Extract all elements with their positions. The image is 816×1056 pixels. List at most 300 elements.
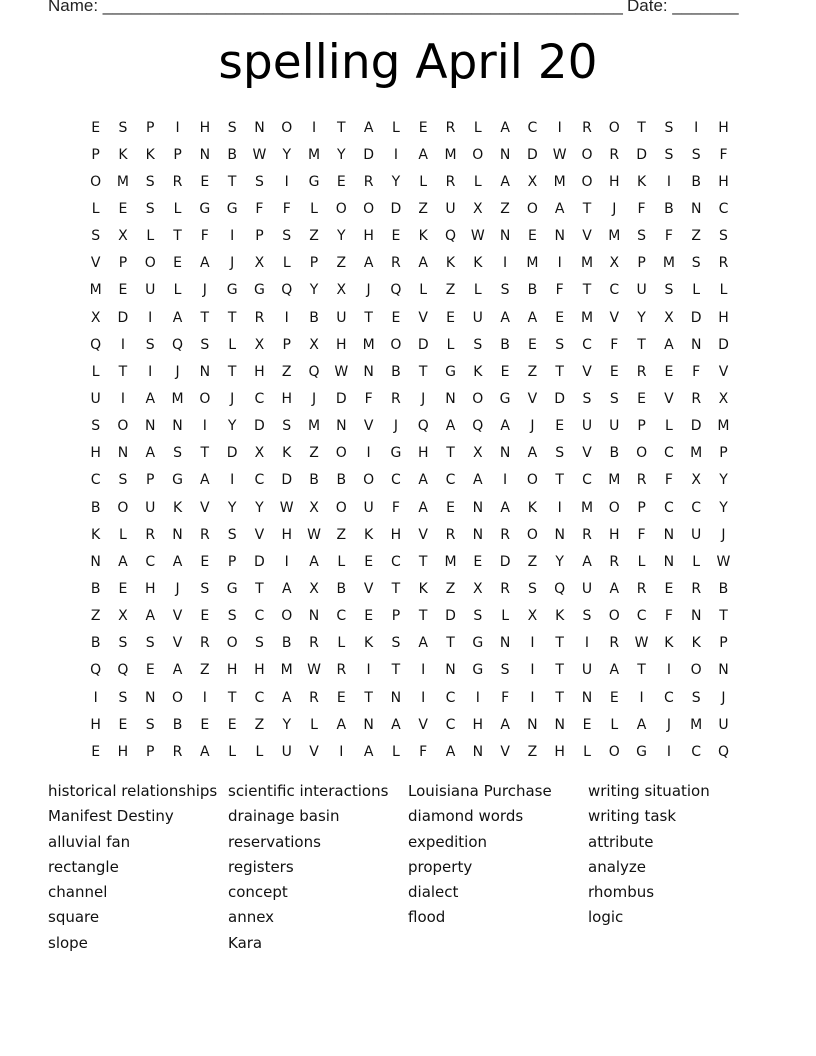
grid-cell[interactable]: M	[580, 309, 594, 326]
grid-cell[interactable]: K	[691, 635, 701, 652]
grid-cell[interactable]: G	[226, 580, 238, 597]
grid-cell[interactable]: O	[390, 336, 402, 353]
grid-cell[interactable]: P	[91, 146, 100, 163]
grid-cell[interactable]: T	[227, 689, 237, 706]
grid-cell[interactable]: R	[582, 119, 592, 136]
grid-cell[interactable]: L	[173, 282, 182, 299]
grid-cell[interactable]: J	[175, 363, 180, 380]
grid-cell[interactable]: X	[609, 255, 620, 272]
grid-cell[interactable]: J	[202, 282, 207, 299]
grid-cell[interactable]: N	[499, 146, 511, 163]
grid-cell[interactable]: M	[307, 146, 321, 163]
grid-cell[interactable]: S	[500, 282, 510, 299]
grid-cell[interactable]: O	[690, 662, 702, 679]
grid-cell[interactable]: E	[173, 255, 182, 272]
grid-cell[interactable]: A	[418, 499, 428, 516]
grid-cell[interactable]: B	[718, 580, 729, 597]
grid-cell[interactable]: C	[445, 716, 456, 733]
grid-cell[interactable]: P	[637, 418, 646, 435]
grid-cell[interactable]: G	[226, 282, 238, 299]
grid-cell[interactable]: R	[309, 689, 319, 706]
grid-cell[interactable]: F	[692, 363, 701, 380]
grid-cell[interactable]: T	[364, 689, 373, 706]
grid-cell[interactable]: I	[393, 146, 398, 163]
grid-cell[interactable]: R	[391, 390, 401, 407]
grid-cell[interactable]: N	[499, 635, 511, 652]
grid-cell[interactable]: F	[664, 472, 673, 489]
grid-cell[interactable]: S	[254, 173, 264, 190]
grid-cell[interactable]: O	[472, 390, 484, 407]
grid-cell[interactable]: M	[553, 173, 566, 190]
grid-cell[interactable]: S	[145, 635, 155, 652]
grid-cell[interactable]: P	[719, 635, 728, 652]
grid-cell[interactable]: E	[500, 363, 510, 380]
grid-cell[interactable]: Y	[719, 499, 728, 516]
grid-cell[interactable]: E	[391, 228, 401, 245]
grid-cell[interactable]: Q	[472, 418, 484, 435]
grid-cell[interactable]: P	[637, 499, 646, 516]
grid-cell[interactable]: B	[90, 580, 101, 597]
grid-cell[interactable]: T	[637, 336, 646, 353]
grid-cell[interactable]: L	[337, 553, 346, 570]
grid-cell[interactable]: M	[690, 716, 703, 733]
grid-cell[interactable]: E	[637, 390, 647, 407]
grid-cell[interactable]: F	[419, 743, 428, 760]
grid-cell[interactable]: W	[470, 228, 485, 245]
grid-cell[interactable]: G	[472, 635, 484, 652]
grid-cell[interactable]: E	[364, 553, 374, 570]
grid-cell[interactable]: Y	[391, 173, 401, 190]
grid-cell[interactable]: R	[391, 255, 401, 272]
grid-cell[interactable]: K	[282, 445, 292, 462]
grid-cell[interactable]: V	[582, 363, 592, 380]
grid-cell[interactable]: M	[690, 445, 703, 462]
grid-cell[interactable]: R	[609, 635, 620, 652]
grid-cell[interactable]: M	[662, 255, 675, 272]
grid-cell[interactable]: W	[307, 662, 321, 679]
grid-cell[interactable]: S	[691, 689, 701, 706]
grid-cell[interactable]: W	[252, 146, 267, 163]
grid-cell[interactable]: H	[718, 119, 729, 136]
grid-cell[interactable]: O	[117, 418, 129, 435]
grid-cell[interactable]: D	[390, 200, 402, 217]
grid-cell[interactable]: I	[148, 363, 153, 380]
grid-cell[interactable]: T	[418, 363, 428, 380]
grid-cell[interactable]: D	[281, 472, 293, 489]
grid-cell[interactable]: T	[364, 309, 373, 326]
grid-cell[interactable]: U	[281, 743, 292, 760]
grid-cell[interactable]: F	[664, 228, 673, 245]
grid-cell[interactable]: R	[445, 526, 456, 543]
grid-cell[interactable]: A	[527, 445, 538, 462]
grid-cell[interactable]: A	[500, 499, 510, 516]
grid-cell[interactable]: N	[363, 716, 374, 733]
grid-cell[interactable]: A	[609, 580, 620, 597]
grid-cell[interactable]: V	[718, 363, 729, 380]
grid-cell[interactable]: F	[719, 146, 728, 163]
grid-cell[interactable]: R	[172, 743, 183, 760]
grid-cell[interactable]: N	[472, 743, 484, 760]
grid-cell[interactable]: O	[335, 499, 347, 516]
grid-cell[interactable]: I	[230, 228, 235, 245]
grid-cell[interactable]: B	[227, 146, 237, 163]
grid-cell[interactable]: D	[690, 309, 702, 326]
grid-cell[interactable]: A	[172, 553, 183, 570]
date-field[interactable]: Date: _______	[627, 0, 739, 15]
grid-cell[interactable]: I	[557, 255, 562, 272]
grid-cell[interactable]: A	[172, 309, 183, 326]
grid-cell[interactable]: Z	[90, 608, 101, 625]
grid-cell[interactable]: C	[254, 689, 265, 706]
grid-cell[interactable]: V	[309, 743, 319, 760]
grid-cell[interactable]: B	[309, 472, 319, 489]
grid-cell[interactable]: V	[90, 255, 101, 272]
grid-cell[interactable]: Y	[227, 418, 237, 435]
grid-cell[interactable]: R	[500, 526, 510, 543]
grid-cell[interactable]: O	[608, 608, 620, 625]
grid-cell[interactable]: H	[281, 526, 292, 543]
grid-cell[interactable]: G	[226, 200, 238, 217]
grid-cell[interactable]: S	[555, 336, 565, 353]
grid-cell[interactable]: S	[118, 635, 128, 652]
grid-cell[interactable]: W	[307, 526, 321, 543]
grid-cell[interactable]: A	[418, 635, 428, 652]
grid-cell[interactable]: D	[117, 309, 129, 326]
grid-cell[interactable]: C	[663, 499, 674, 516]
grid-cell[interactable]: F	[391, 499, 400, 516]
grid-cell[interactable]: K	[172, 499, 183, 516]
grid-cell[interactable]: N	[199, 146, 211, 163]
grid-cell[interactable]: S	[664, 119, 674, 136]
grid-cell[interactable]: V	[582, 228, 592, 245]
grid-cell[interactable]: H	[199, 119, 211, 136]
grid-cell[interactable]: P	[391, 608, 401, 625]
grid-cell[interactable]: O	[144, 255, 156, 272]
grid-cell[interactable]: A	[200, 472, 210, 489]
grid-cell[interactable]: N	[690, 608, 702, 625]
grid-cell[interactable]: A	[418, 255, 428, 272]
grid-cell[interactable]: I	[175, 119, 180, 136]
grid-cell[interactable]: B	[336, 472, 347, 489]
grid-cell[interactable]: U	[718, 716, 729, 733]
grid-cell[interactable]: H	[254, 662, 265, 679]
grid-cell[interactable]: Z	[309, 445, 319, 462]
grid-cell[interactable]: S	[582, 390, 592, 407]
grid-cell[interactable]: R	[609, 553, 620, 570]
grid-cell[interactable]: Q	[390, 282, 402, 299]
grid-cell[interactable]: X	[336, 282, 347, 299]
grid-cell[interactable]: L	[91, 363, 100, 380]
grid-cell[interactable]: M	[580, 255, 594, 272]
grid-cell[interactable]: R	[172, 173, 183, 190]
grid-cell[interactable]: O	[608, 743, 620, 760]
grid-cell[interactable]: A	[500, 309, 510, 326]
name-field[interactable]: Name: _______________________________________________________	[48, 0, 623, 15]
grid-cell[interactable]: I	[694, 119, 699, 136]
grid-cell[interactable]: X	[118, 228, 128, 245]
grid-cell[interactable]: A	[473, 472, 483, 489]
grid-cell[interactable]: S	[118, 472, 128, 489]
grid-cell[interactable]: L	[664, 418, 673, 435]
grid-cell[interactable]: E	[336, 689, 346, 706]
grid-cell[interactable]: L	[637, 553, 646, 570]
grid-cell[interactable]: N	[472, 526, 484, 543]
grid-cell[interactable]: J	[666, 716, 671, 733]
grid-cell[interactable]: V	[363, 418, 374, 435]
grid-cell[interactable]: I	[639, 689, 644, 706]
grid-cell[interactable]: N	[718, 662, 729, 679]
grid-cell[interactable]: F	[255, 200, 264, 217]
grid-cell[interactable]: G	[636, 743, 648, 760]
grid-cell[interactable]: N	[554, 526, 565, 543]
grid-cell[interactable]: T	[446, 445, 455, 462]
grid-cell[interactable]: M	[580, 499, 594, 516]
grid-cell[interactable]: M	[89, 282, 102, 299]
grid-cell[interactable]: L	[501, 608, 509, 625]
grid-cell[interactable]: O	[90, 173, 102, 190]
grid-cell[interactable]: T	[555, 635, 564, 652]
grid-cell[interactable]: N	[363, 363, 374, 380]
grid-cell[interactable]: W	[334, 363, 349, 380]
grid-cell[interactable]: N	[445, 662, 456, 679]
grid-cell[interactable]: N	[554, 716, 565, 733]
grid-cell[interactable]: P	[118, 255, 128, 272]
grid-cell[interactable]: M	[307, 418, 321, 435]
grid-cell[interactable]: A	[172, 662, 183, 679]
grid-cell[interactable]: P	[637, 255, 646, 272]
grid-cell[interactable]: O	[363, 200, 375, 217]
grid-cell[interactable]: C	[636, 608, 647, 625]
grid-cell[interactable]: I	[530, 662, 535, 679]
grid-cell[interactable]: T	[200, 309, 210, 326]
grid-cell[interactable]: M	[608, 228, 621, 245]
grid-cell[interactable]: O	[117, 499, 129, 516]
grid-cell[interactable]: H	[117, 743, 129, 760]
grid-cell[interactable]: U	[581, 662, 593, 679]
grid-cell[interactable]: O	[172, 689, 184, 706]
grid-cell[interactable]: D	[417, 336, 429, 353]
grid-cell[interactable]: L	[119, 526, 127, 543]
grid-cell[interactable]: D	[527, 146, 538, 163]
grid-cell[interactable]: C	[527, 119, 538, 136]
grid-cell[interactable]: Q	[90, 336, 102, 353]
grid-cell[interactable]: H	[609, 526, 620, 543]
grid-cell[interactable]: A	[582, 553, 592, 570]
grid-cell[interactable]: T	[719, 608, 728, 625]
grid-cell[interactable]: E	[200, 173, 210, 190]
grid-cell[interactable]: A	[200, 255, 210, 272]
grid-cell[interactable]: A	[145, 445, 156, 462]
grid-cell[interactable]: L	[692, 282, 701, 299]
grid-cell[interactable]: C	[254, 472, 265, 489]
grid-cell[interactable]: C	[663, 445, 674, 462]
grid-cell[interactable]: J	[421, 390, 426, 407]
grid-cell[interactable]: G	[499, 390, 511, 407]
grid-cell[interactable]: V	[200, 499, 210, 516]
grid-cell[interactable]: L	[446, 336, 455, 353]
grid-cell[interactable]: E	[336, 173, 346, 190]
grid-cell[interactable]: Q	[717, 743, 729, 760]
grid-cell[interactable]: C	[609, 282, 620, 299]
grid-cell[interactable]: V	[254, 526, 265, 543]
grid-cell[interactable]: Z	[527, 743, 538, 760]
grid-cell[interactable]: J	[530, 418, 535, 435]
grid-cell[interactable]: T	[555, 689, 564, 706]
grid-cell[interactable]: R	[336, 662, 347, 679]
grid-cell[interactable]: P	[309, 255, 319, 272]
grid-cell[interactable]: C	[718, 200, 729, 217]
grid-cell[interactable]: H	[254, 363, 265, 380]
grid-cell[interactable]: P	[282, 336, 291, 353]
grid-cell[interactable]: S	[664, 282, 674, 299]
grid-cell[interactable]: E	[664, 363, 674, 380]
grid-cell[interactable]: L	[392, 743, 400, 760]
grid-cell[interactable]: R	[636, 580, 647, 597]
grid-cell[interactable]: N	[336, 418, 347, 435]
grid-cell[interactable]: E	[527, 336, 537, 353]
grid-cell[interactable]: A	[363, 255, 374, 272]
grid-cell[interactable]: M	[444, 146, 457, 163]
grid-cell[interactable]: S	[254, 635, 264, 652]
grid-cell[interactable]: I	[311, 119, 317, 136]
grid-cell[interactable]: A	[145, 390, 156, 407]
grid-cell[interactable]: D	[499, 553, 511, 570]
grid-cell[interactable]: S	[473, 336, 483, 353]
grid-cell[interactable]: L	[419, 282, 428, 299]
grid-cell[interactable]: S	[555, 445, 565, 462]
grid-cell[interactable]: E	[446, 309, 455, 326]
grid-cell[interactable]: K	[473, 255, 483, 272]
grid-cell[interactable]: X	[254, 336, 265, 353]
grid-cell[interactable]: L	[146, 228, 155, 245]
grid-cell[interactable]: Y	[255, 499, 264, 516]
grid-cell[interactable]: S	[145, 173, 155, 190]
grid-cell[interactable]: U	[636, 282, 647, 299]
grid-cell[interactable]: E	[118, 282, 128, 299]
grid-cell[interactable]: I	[421, 689, 426, 706]
grid-cell[interactable]: X	[309, 580, 319, 597]
grid-cell[interactable]: Q	[417, 418, 429, 435]
grid-cell[interactable]: V	[582, 445, 592, 462]
grid-cell[interactable]: T	[255, 580, 264, 597]
grid-cell[interactable]: Q	[90, 662, 102, 679]
grid-cell[interactable]: S	[391, 635, 401, 652]
grid-cell[interactable]: N	[145, 418, 156, 435]
grid-cell[interactable]: Q	[172, 336, 184, 353]
grid-cell[interactable]: E	[200, 553, 210, 570]
grid-cell[interactable]: C	[145, 553, 156, 570]
grid-cell[interactable]: I	[557, 119, 562, 136]
grid-cell[interactable]: T	[227, 173, 237, 190]
grid-cell[interactable]: K	[418, 228, 428, 245]
grid-cell[interactable]: T	[118, 363, 128, 380]
grid-cell[interactable]: W	[552, 146, 567, 163]
grid-cell[interactable]: M	[171, 390, 184, 407]
grid-cell[interactable]: A	[118, 553, 128, 570]
grid-cell[interactable]: I	[148, 309, 153, 326]
grid-cell[interactable]: X	[254, 445, 265, 462]
grid-cell[interactable]: I	[530, 689, 535, 706]
grid-cell[interactable]: M	[362, 336, 375, 353]
grid-cell[interactable]: M	[608, 472, 621, 489]
grid-cell[interactable]: O	[363, 472, 375, 489]
grid-cell[interactable]: U	[472, 309, 483, 326]
grid-cell[interactable]: B	[336, 580, 347, 597]
grid-cell[interactable]: T	[582, 282, 592, 299]
grid-cell[interactable]: S	[664, 146, 674, 163]
grid-cell[interactable]: E	[418, 119, 428, 136]
grid-cell[interactable]: J	[311, 390, 317, 407]
grid-cell[interactable]: K	[364, 526, 374, 543]
grid-cell[interactable]: N	[390, 689, 402, 706]
grid-cell[interactable]: G	[172, 472, 183, 489]
grid-cell[interactable]: I	[93, 689, 98, 706]
grid-cell[interactable]: H	[144, 580, 156, 597]
grid-cell[interactable]: K	[664, 635, 674, 652]
grid-cell[interactable]: E	[609, 689, 619, 706]
grid-cell[interactable]: X	[90, 309, 101, 326]
grid-cell[interactable]: K	[445, 255, 456, 272]
grid-cell[interactable]: K	[636, 173, 647, 190]
grid-cell[interactable]: O	[281, 119, 293, 136]
grid-cell[interactable]: Y	[555, 553, 564, 570]
grid-cell[interactable]: J	[721, 689, 726, 706]
grid-cell[interactable]: S	[582, 608, 592, 625]
grid-cell[interactable]: K	[145, 146, 155, 163]
grid-cell[interactable]: E	[446, 499, 455, 516]
grid-cell[interactable]: A	[391, 716, 401, 733]
grid-cell[interactable]: X	[527, 608, 538, 625]
grid-cell[interactable]: T	[555, 363, 564, 380]
grid-cell[interactable]: I	[666, 662, 671, 679]
grid-cell[interactable]: J	[230, 255, 235, 272]
grid-cell[interactable]: A	[363, 743, 374, 760]
grid-cell[interactable]: F	[282, 200, 291, 217]
grid-cell[interactable]: I	[339, 743, 344, 760]
grid-cell[interactable]: F	[610, 336, 619, 353]
grid-cell[interactable]: H	[718, 173, 729, 190]
grid-cell[interactable]: C	[582, 336, 592, 353]
grid-cell[interactable]: I	[421, 662, 426, 679]
grid-cell[interactable]: I	[557, 499, 562, 516]
grid-cell[interactable]: N	[499, 228, 511, 245]
grid-cell[interactable]: A	[281, 689, 292, 706]
grid-cell[interactable]: E	[555, 418, 565, 435]
grid-cell[interactable]: R	[254, 309, 265, 326]
grid-cell[interactable]: T	[555, 662, 564, 679]
grid-cell[interactable]: N	[663, 526, 675, 543]
grid-cell[interactable]: F	[501, 689, 510, 706]
grid-cell[interactable]: Q	[444, 228, 457, 245]
grid-cell[interactable]: E	[582, 716, 592, 733]
grid-cell[interactable]: E	[473, 553, 483, 570]
grid-cell[interactable]: A	[664, 336, 674, 353]
grid-cell[interactable]: H	[554, 743, 565, 760]
grid-cell[interactable]: N	[254, 119, 265, 136]
grid-cell[interactable]: V	[609, 309, 620, 326]
grid-cell[interactable]: S	[91, 418, 101, 435]
grid-cell[interactable]: E	[200, 716, 210, 733]
grid-cell[interactable]: J	[612, 200, 617, 217]
grid-cell[interactable]: E	[664, 580, 674, 597]
grid-cell[interactable]: O	[636, 445, 648, 462]
grid-cell[interactable]: S	[500, 662, 510, 679]
grid-cell[interactable]: E	[91, 743, 101, 760]
grid-cell[interactable]: F	[637, 200, 646, 217]
grid-cell[interactable]: I	[202, 689, 207, 706]
grid-cell[interactable]: Z	[691, 228, 701, 245]
grid-cell[interactable]: O	[526, 526, 538, 543]
